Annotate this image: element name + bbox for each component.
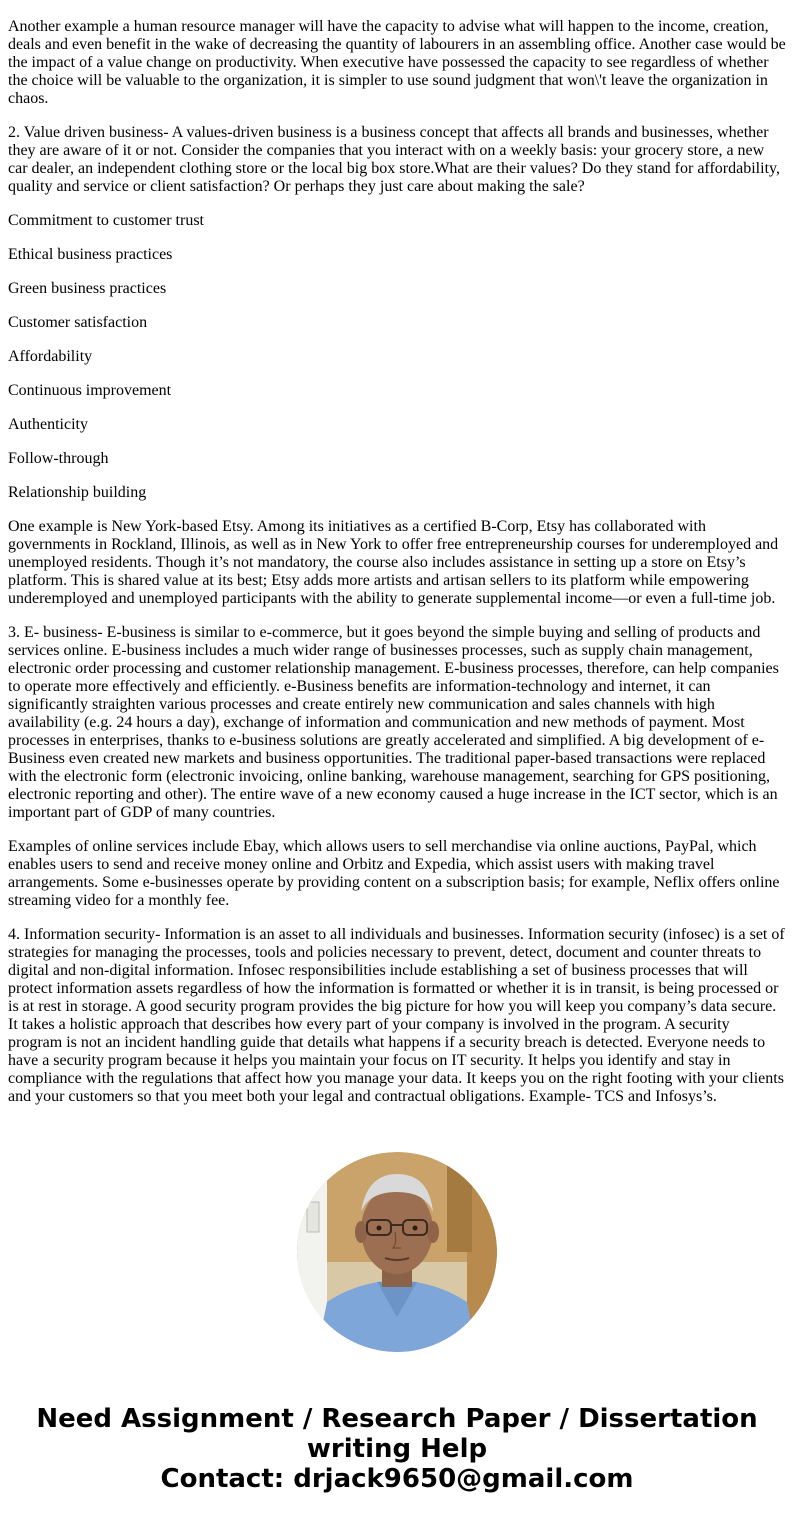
- value-item: Authenticity: [8, 416, 88, 433]
- value-item: Customer satisfaction: [8, 314, 148, 331]
- paragraph-value-driven-business: 2. Value driven business- A values-driven business is a business concept that affects all brands and businesses, whether they are aware of it or not. Consider the companies that you interact with on a weekly basis: your grocery store, a new car dealer, an independent clothing store or the local big box store.What are their values? Do they stand for affordability, quality and service or client satisfaction? Or perhaps they just care about making the sale?: [8, 124, 780, 195]
- value-item: Continuous improvement: [8, 382, 172, 399]
- value-item: Ethical business practices: [8, 246, 173, 263]
- value-item: Green business practices: [8, 280, 167, 297]
- promo-line: writing Help: [306, 1434, 488, 1464]
- author-avatar: [297, 1152, 497, 1352]
- promo-line: Need Assignment / Research Paper / Dissertation: [36, 1404, 758, 1434]
- value-item: Relationship building: [8, 484, 147, 501]
- value-item: Commitment to customer trust: [8, 212, 204, 229]
- paragraph-etsy-example: One example is New York-based Etsy. Among its initiatives as a certified B-Corp, Etsy has collaborated with governments in Rockland, Illinois, as well as in New York to offer free entrepreneurship courses for underemployed and unemployed residents. Though it’s not mandatory, the course also includes assistance in setting up a store on Etsy’s platform. This is shared value at its best; Etsy adds more artists and artisan sellers to its platform while empowering underemployed and unemployed participants with the ability to generate supplemental income—or even a full-time job.: [8, 518, 779, 607]
- paragraph-hr-example: Another example a human resource manager will have the capacity to advise what will happen to the income, creation, deals and even benefit in the wake of decreasing the quantity of labourers in an assembling office. Another case would be the impact of a value change on productivity. When executive have possessed the capacity to see regardless of whether the choice will be valuable to the organization, it is simpler to use sound judgment that won\'t leave the organization in chaos.: [8, 18, 786, 107]
- value-item: Follow-through: [8, 450, 109, 467]
- promo-banner: [0, 1404, 794, 1494]
- paragraph-e-business: 3. E- business- E-business is similar to e-commerce, but it goes beyond the simple buying and selling of products and services online. E-business includes a much wider range of businesses processes, such as supply chain management, electronic order processing and customer relationship management. E-business processes, therefore, can help companies to operate more effectively and efficiently. e-Business benefits are information-technology and internet, it can significantly straighten various processes and create entirely new communication and sales channels with high availability (e.g. 24 hours a day), exchange of information and communication and new methods of payment. Most processes in enterprises, thanks to e-business solutions are greatly accelerated and simplified. A big development of e-Business even created new markets and business opportunities. The traditional paper-based transactions were replaced with the electronic form (electronic invoicing, online banking, warehouse management, searching for GPS positioning, electronic reporting and other). The entire wave of a new economy caused a huge increase in the ICT sector, which is an important part of GDP of many countries.: [8, 624, 779, 821]
- paragraph-online-services: Examples of online services include Ebay, which allows users to sell merchandise via online auctions, PayPal, which enables users to send and receive money online and Orbitz and Expedia, which assist users with making travel arrangements. Some e-businesses operate by providing content on a subscription basis; for example, Neflix offers online streaming video for a monthly fee.: [8, 838, 780, 909]
- paragraph-information-security: 4. Information security- Information is an asset to all individuals and businesses. Information security (infosec) is a set of strategies for managing the processes, tools and policies necessary to prevent, detect, document and counter threats to digital and non-digital information. Infosec responsibilities include establishing a set of business processes that will protect information assets regardless of how the information is formatted or whether it is in transit, is being processed or is at rest in storage. A good security program provides the big picture for how you will keep you company’s data secure. It takes a holistic approach that describes how every part of your company is involved in the program. A security program is not an incident handling guide that details what happens if a security breach is detected. Everyone needs to have a security program because it helps you maintain your focus on IT security. It helps you identify and stay in compliance with the regulations that affect how you manage your data. It keeps you on the right footing with your clients and your customers so that you meet both your legal and contractual obligations. Example- TCS and Infosys’s.: [8, 926, 785, 1105]
- promo-contact: Contact: drjack9650@gmail.com: [160, 1464, 634, 1494]
- avatar-portrait: [297, 1152, 497, 1352]
- value-item: Affordability: [8, 348, 93, 365]
